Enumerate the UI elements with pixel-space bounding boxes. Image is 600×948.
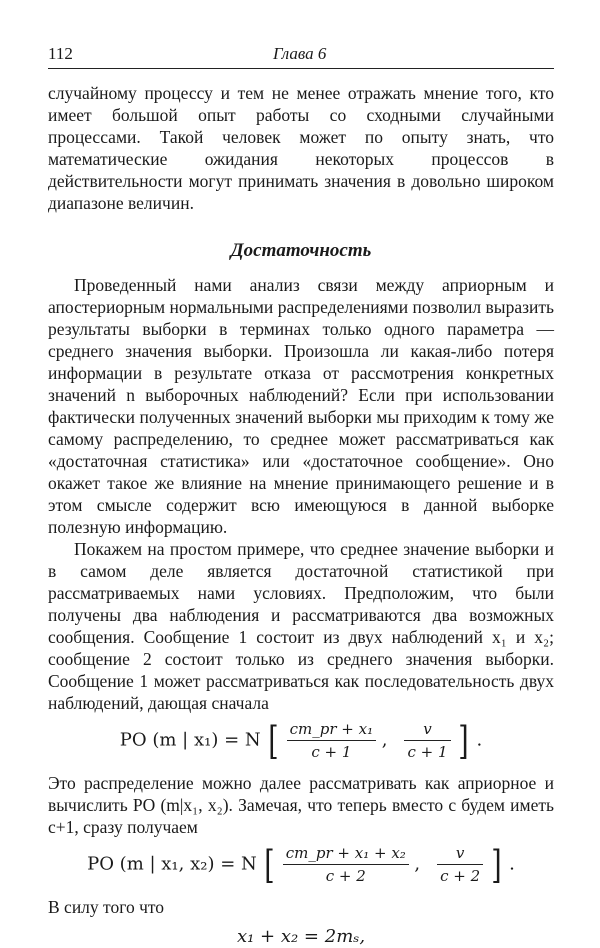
paragraph-2: Проведенный нами анализ связи между априорным и апостериорным нормальными распределениями позволил выразить результаты выборки в терминах только одного параметра — среднего значения выборки. Произошла ли какая-либо потеря информации в результате отказа от рассмотрения конкретных значений n выборочных наблюдений? Если при использовании фактически полученных значений выборки мы приходим к тому же самому распределению, то среднее может рассматриваться как «достаточная статистика» или «достаточное сообщение». Оно окажет такое же влияние на мнение принимающего решение и в этом смысле содержит всю имеющуюся в данной выборке полезную информацию.: [48, 275, 554, 537]
formula-1: PO (m | x₁) = N [ $\frac{\text{cm\_pr + x₁}}{c + 1}$ , $\frac{v}{c + 1}$ ] .: [119, 718, 483, 763]
formula-2: PO (m | x₁, x₂) = N [ $\frac{\text{cm\_pr + x₁ + x₂}}{c + 2}$ , $\frac{v}{c + 2}$ ] .: [87, 842, 515, 887]
running-title: Глава 6: [273, 44, 327, 63]
formula-1-tail: .: [476, 729, 483, 751]
text-body: [48, 82, 554, 948]
formula-2-right-bracket: ]: [490, 842, 502, 887]
formula-1-num-2: v: [423, 720, 432, 738]
formula-2-lhs: PO (m | x₁, x₂) = N: [87, 853, 257, 875]
formula-2-den-2: c + 2: [437, 864, 483, 887]
section-heading: Достаточность: [230, 240, 372, 261]
formula-1-left-bracket: [: [268, 718, 279, 763]
formula-1-right-bracket: ]: [458, 718, 469, 763]
formula-2-fraction-1: [283, 842, 409, 887]
formula-1-num-1: cm_pr + x₁: [289, 720, 374, 738]
formula-1-lhs: PO (m | x₁) = N: [119, 729, 261, 751]
formula-2-num-2: v: [455, 844, 465, 862]
formula-3: x₁ + x₂ = 2mₛ,: [236, 926, 366, 947]
paragraph-3: Покажем на простом примере, что среднее значение выборки и в самом деле является достаточной статистикой при рассматриваемых нами условиях. Предположим, что были получены два наблюдения и рассматриваются два возможных сообщения. Сообщение 1 состоит из двух наблюдений x₁ и x₂; сообщение 2 состоит только из среднего значения выборки. Сообщение 1 может рассматриваться как последовательность двух наблюдений, дающая сначала: [48, 539, 554, 713]
page-header: [48, 44, 554, 66]
formula-1-fraction-1: [287, 718, 376, 763]
page-number: 112: [48, 44, 73, 63]
header-rule: [48, 68, 554, 69]
formula-2-tail: .: [509, 853, 515, 875]
formula-2-den-1: c + 2: [283, 864, 409, 887]
paragraph-1: случайному процессу и тем не менее отражать мнение того, кто имеет большой опыт работы со сходными случайными процессами. Такой человек может по опыту знать, что математические ожидания некоторых процессов в действительности могут принимать значения в довольно широком диапазоне величин.: [48, 83, 554, 213]
paragraph-4: Это распределение можно далее рассматривать как априорное и вычислить PO (m|x₁, x₂). Замечая, что теперь вместо c будем иметь c+1, сразу получаем: [48, 773, 554, 837]
formula-1-fraction-2: [404, 718, 450, 763]
formula-1-den-2: c + 1: [404, 740, 450, 763]
paragraph-5: В силу того что: [48, 897, 165, 917]
formula-2-num-1: cm_pr + x₁ + x₂: [285, 844, 406, 862]
formula-2-left-bracket: [: [264, 842, 275, 887]
formula-2-fraction-2: [437, 842, 483, 887]
formula-1-den-1: c + 1: [287, 740, 376, 763]
